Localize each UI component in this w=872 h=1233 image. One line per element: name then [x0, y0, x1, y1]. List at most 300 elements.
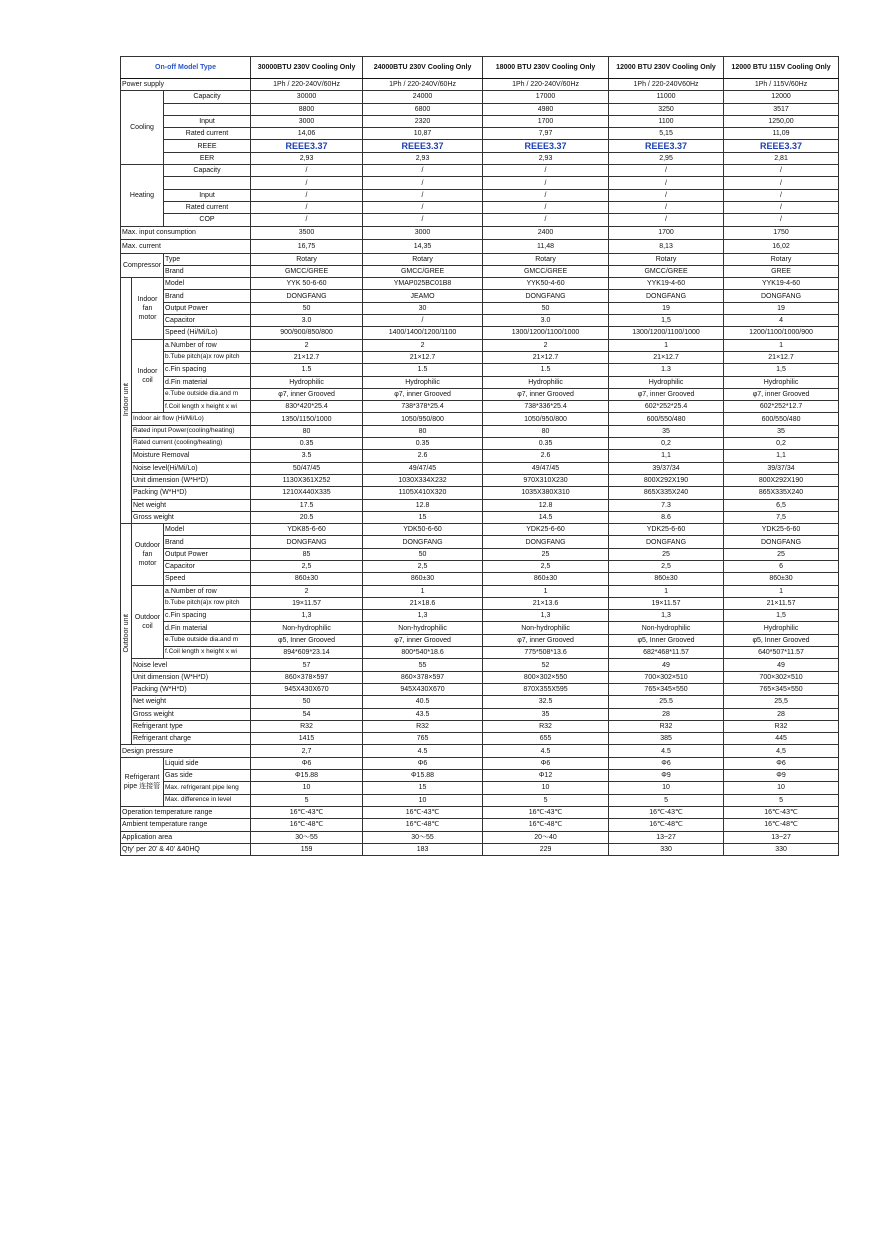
- cell-value: 775*508*13.6: [483, 647, 609, 659]
- cell-value: 19: [724, 302, 839, 314]
- cell-value: /: [251, 214, 363, 226]
- row-label: Gross weight: [132, 708, 251, 720]
- cell-value: 2,5: [609, 560, 724, 572]
- cell-value: 600/550/480: [724, 413, 839, 425]
- table-row: [121, 708, 839, 720]
- table-row: [121, 226, 839, 240]
- group-label-cooling: Cooling: [121, 91, 164, 165]
- table-row: [121, 647, 839, 659]
- cell-value: 1035X380X310: [483, 487, 609, 499]
- table-row: [121, 819, 839, 831]
- group-label-outdoor-coil: Outdoor coil: [132, 585, 164, 659]
- cell-value: Φ6: [724, 757, 839, 769]
- cell-value: 13~27: [609, 831, 724, 843]
- cell-value: 800X292X190: [609, 474, 724, 486]
- cell-value: 30000: [251, 91, 363, 103]
- cell-value: 13~27: [724, 831, 839, 843]
- table-row: [121, 401, 839, 413]
- cell-value: DONGFANG: [724, 290, 839, 302]
- cell-value: 1Ph / 220-240V/60Hz: [363, 79, 483, 91]
- cell-value: 445: [724, 733, 839, 745]
- cell-value: 1,3: [251, 610, 363, 622]
- cell-value: 2: [251, 339, 363, 351]
- cell-value: 602*252*25.4: [609, 401, 724, 413]
- cell-value: /: [609, 214, 724, 226]
- cell-value: 1: [609, 339, 724, 351]
- table-row: [121, 315, 839, 327]
- table-row: [121, 290, 839, 302]
- cell-value: 0,2: [724, 438, 839, 450]
- cell-value: Φ15.88: [251, 770, 363, 782]
- table-row: [121, 351, 839, 363]
- cell-value: 10: [483, 782, 609, 794]
- cell-value: 1130X361X252: [251, 474, 363, 486]
- row-label: Capacitor: [164, 560, 251, 572]
- cell-value: 1700: [609, 226, 724, 240]
- group-label-indoor-coil: Indoor coil: [132, 339, 164, 413]
- cell-value: R32: [609, 720, 724, 732]
- row-label: Max. refrigerant pipe leng: [164, 782, 251, 794]
- cell-value: 1Ph / 115V/60Hz: [724, 79, 839, 91]
- cell-value: 7,97: [483, 128, 609, 140]
- cell-value: 17000: [483, 91, 609, 103]
- cell-value: 2320: [363, 115, 483, 127]
- cell-value: φ7, inner Grooved: [724, 388, 839, 400]
- cell-value: 1050/950/800: [483, 413, 609, 425]
- cell-value: 1,1: [724, 450, 839, 462]
- table-row: [121, 560, 839, 572]
- table-row: [121, 585, 839, 597]
- cell-value: 30: [363, 302, 483, 314]
- cell-value: 1.5: [483, 364, 609, 376]
- cell-value: 900/900/850/800: [251, 327, 363, 339]
- group-label-text: Outdoor unit: [122, 614, 130, 653]
- table-row: [121, 152, 839, 164]
- row-label: Max. input consumption: [121, 226, 251, 240]
- table-row: [121, 659, 839, 671]
- cell-value: 945X430X670: [363, 683, 483, 695]
- cell-value: 1Ph / 220-240V/60Hz: [483, 79, 609, 91]
- table-row: [121, 413, 839, 425]
- cell-value: /: [363, 189, 483, 201]
- cell-value: 39/37/34: [724, 462, 839, 474]
- cell-value: DONGFANG: [609, 536, 724, 548]
- cell-value: REEE3.37: [724, 140, 839, 152]
- cell-value: 970X310X230: [483, 474, 609, 486]
- table-row: [121, 548, 839, 560]
- cell-value: YDK50-6-60: [363, 524, 483, 536]
- table-row: [121, 128, 839, 140]
- cell-value: 602*252*12.7: [724, 401, 839, 413]
- cell-value: 1,3: [483, 610, 609, 622]
- cell-value: 16℃-48℃: [251, 819, 363, 831]
- cell-value: 600/550/480: [609, 413, 724, 425]
- row-label: Brand: [164, 265, 251, 277]
- cell-value: 1.5: [363, 364, 483, 376]
- cell-value: JEAMO: [363, 290, 483, 302]
- row-label: Net weight: [132, 499, 251, 511]
- cell-value: DONGFANG: [363, 536, 483, 548]
- cell-value: Non-hydrophilic: [251, 622, 363, 634]
- cell-value: 30～55: [251, 831, 363, 843]
- cell-value: GMCC/GREE: [609, 265, 724, 277]
- cell-value: 25,5: [724, 696, 839, 708]
- cell-value: 830*420*25.4: [251, 401, 363, 413]
- table-row: [121, 573, 839, 585]
- cell-value: 765×345×550: [724, 683, 839, 695]
- row-label: Qty’ per 20’ & 40’ &40HQ: [121, 843, 251, 855]
- row-label: f.Coil length x height x wi: [164, 401, 251, 413]
- cell-value: 11000: [609, 91, 724, 103]
- cell-value: 860±30: [363, 573, 483, 585]
- row-label: f.Coil length x height x wi: [164, 647, 251, 659]
- cell-value: 0.35: [251, 438, 363, 450]
- table-row: [121, 438, 839, 450]
- cell-value: 35: [483, 708, 609, 720]
- cell-value: 21×12.7: [363, 351, 483, 363]
- cell-value: 1300/1200/1100/1000: [609, 327, 724, 339]
- table-row: [121, 253, 839, 265]
- cell-value: /: [363, 315, 483, 327]
- cell-value: 10,87: [363, 128, 483, 140]
- cell-value: 700×302×510: [724, 671, 839, 683]
- cell-value: /: [251, 165, 363, 177]
- cell-value: Hydrophilic: [609, 376, 724, 388]
- row-label: e.Tube outside dia.and m: [164, 634, 251, 646]
- cell-value: 2,93: [483, 152, 609, 164]
- cell-value: YYK50-4-60: [483, 278, 609, 290]
- cell-value: 50: [483, 302, 609, 314]
- cell-value: Non-hydrophilic: [363, 622, 483, 634]
- table-row: [121, 622, 839, 634]
- cell-value: 0,2: [609, 438, 724, 450]
- row-label: Capacity: [164, 91, 251, 103]
- table-row: [121, 720, 839, 732]
- row-label: Type: [164, 253, 251, 265]
- cell-value: 860±30: [251, 573, 363, 585]
- cell-value: /: [251, 177, 363, 189]
- cell-value: 19×11.57: [251, 597, 363, 609]
- cell-value: 50: [251, 302, 363, 314]
- row-label: Output Power: [164, 548, 251, 560]
- cell-value: Rotary: [609, 253, 724, 265]
- cell-value: 1Ph / 220-240V/60Hz: [251, 79, 363, 91]
- cell-value: φ5, Inner Grooved: [609, 634, 724, 646]
- cell-value: 57: [251, 659, 363, 671]
- table-row: [121, 165, 839, 177]
- table-row: [121, 91, 839, 103]
- table-row: [121, 671, 839, 683]
- cell-value: 1,1: [609, 450, 724, 462]
- cell-value: Non-hydrophilic: [609, 622, 724, 634]
- cell-value: 49: [609, 659, 724, 671]
- cell-value: 35: [724, 425, 839, 437]
- table-row: [121, 177, 839, 189]
- cell-value: /: [609, 189, 724, 201]
- row-label: d.Fin material: [164, 622, 251, 634]
- table-row: [121, 339, 839, 351]
- row-label: Application area: [121, 831, 251, 843]
- cell-value: /: [609, 177, 724, 189]
- cell-value: Rotary: [251, 253, 363, 265]
- cell-value: YDK25-6-60: [483, 524, 609, 536]
- table-row: [121, 511, 839, 523]
- table-row: [121, 450, 839, 462]
- cell-value: 6800: [363, 103, 483, 115]
- cell-value: YYK 50-6-60: [251, 278, 363, 290]
- table-row: [121, 757, 839, 769]
- group-label-outdoor-unit: [121, 524, 132, 745]
- cell-value: 11,48: [483, 240, 609, 254]
- cell-value: 4.5: [363, 745, 483, 757]
- row-label: Input: [164, 115, 251, 127]
- cell-value: 1,5: [609, 315, 724, 327]
- cell-value: /: [483, 189, 609, 201]
- cell-value: Non-hydrophilic: [483, 622, 609, 634]
- cell-value: 5: [724, 794, 839, 806]
- cell-value: 21×18.6: [363, 597, 483, 609]
- row-label: c.Fin spacing: [164, 364, 251, 376]
- row-label: b.Tube pitch(a)x row pitch: [164, 597, 251, 609]
- cell-value: /: [251, 201, 363, 213]
- cell-value: R32: [724, 720, 839, 732]
- cell-value: 1750: [724, 226, 839, 240]
- cell-value: Φ6: [251, 757, 363, 769]
- cell-value: Hydrophilic: [724, 376, 839, 388]
- cell-value: 1,3: [609, 610, 724, 622]
- cell-value: 1: [724, 339, 839, 351]
- table-row: [121, 696, 839, 708]
- cell-value: 2,93: [363, 152, 483, 164]
- cell-value: /: [483, 201, 609, 213]
- table-row: [121, 201, 839, 213]
- cell-value: 229: [483, 843, 609, 855]
- row-label: Gas side: [164, 770, 251, 782]
- group-label-heating: Heating: [121, 165, 164, 226]
- row-label: Output Power: [164, 302, 251, 314]
- cell-value: 85: [251, 548, 363, 560]
- cell-value: 2,93: [251, 152, 363, 164]
- cell-value: 2.6: [483, 450, 609, 462]
- cell-value: DONGFANG: [483, 290, 609, 302]
- model-header: 12000 BTU 115V Cooling Only: [724, 57, 839, 79]
- group-label-indoor-fan-motor: Indoor fan motor: [132, 278, 164, 339]
- cell-value: φ5, Inner Grooved: [251, 634, 363, 646]
- spec-table: [120, 56, 839, 856]
- cell-value: 1415: [251, 733, 363, 745]
- cell-value: GMCC/GREE: [363, 265, 483, 277]
- cell-value: 3000: [251, 115, 363, 127]
- cell-value: 25: [724, 548, 839, 560]
- cell-value: /: [363, 165, 483, 177]
- cell-value: /: [363, 201, 483, 213]
- table-row: [121, 474, 839, 486]
- cell-value: 1350/1150/1000: [251, 413, 363, 425]
- cell-value: 1: [609, 585, 724, 597]
- row-label: e.Tube outside dia.and m: [164, 388, 251, 400]
- cell-value: 10: [609, 782, 724, 794]
- table-row: [121, 265, 839, 277]
- table-row: [121, 683, 839, 695]
- cell-value: 1.3: [609, 364, 724, 376]
- cell-value: 16℃-43℃: [363, 806, 483, 818]
- cell-value: 10: [363, 794, 483, 806]
- cell-value: 1050/950/800: [363, 413, 483, 425]
- table-row: [121, 189, 839, 201]
- row-label: Model: [164, 524, 251, 536]
- group-label-compressor: Compressor: [121, 253, 164, 278]
- cell-value: Φ15.88: [363, 770, 483, 782]
- cell-value: 16℃-43℃: [609, 806, 724, 818]
- row-label: Capacitor: [164, 315, 251, 327]
- table-row: [121, 240, 839, 254]
- cell-value: 1400/1400/1200/1100: [363, 327, 483, 339]
- cell-value: 50: [251, 696, 363, 708]
- row-label: a.Number of row: [164, 339, 251, 351]
- row-label: Rated current (cooling/heating): [132, 438, 251, 450]
- cell-value: Hydrophilic: [483, 376, 609, 388]
- cell-value: 16℃-43℃: [483, 806, 609, 818]
- cell-value: 80: [483, 425, 609, 437]
- cell-value: 3.0: [251, 315, 363, 327]
- cell-value: R32: [483, 720, 609, 732]
- row-label: Ambient temperature range: [121, 819, 251, 831]
- table-row: [121, 843, 839, 855]
- table-row: [121, 597, 839, 609]
- cell-value: 738*336*25.4: [483, 401, 609, 413]
- model-header: 18000 BTU 230V Cooling Only: [483, 57, 609, 79]
- table-row: [121, 536, 839, 548]
- cell-value: 1,5: [724, 610, 839, 622]
- cell-value: φ5, Inner Grooved: [724, 634, 839, 646]
- cell-value: 49/47/45: [363, 462, 483, 474]
- cell-value: 25: [483, 548, 609, 560]
- cell-value: 4: [724, 315, 839, 327]
- cell-value: 1700: [483, 115, 609, 127]
- cell-value: 16℃-48℃: [609, 819, 724, 831]
- cell-value: 5: [483, 794, 609, 806]
- row-label: Input: [164, 189, 251, 201]
- cell-value: 1250,00: [724, 115, 839, 127]
- cell-value: /: [483, 214, 609, 226]
- cell-value: 19×11.57: [609, 597, 724, 609]
- table-row: [121, 499, 839, 511]
- cell-value: 10: [251, 782, 363, 794]
- table-row: [121, 278, 839, 290]
- cell-value: Φ6: [363, 757, 483, 769]
- cell-value: 3.0: [483, 315, 609, 327]
- row-label: Design pressure: [121, 745, 251, 757]
- cell-value: 1030X334X232: [363, 474, 483, 486]
- cell-value: 1,3: [363, 610, 483, 622]
- cell-value: φ7, inner Grooved: [251, 388, 363, 400]
- table-row: [121, 634, 839, 646]
- cell-value: φ7, inner Grooved: [483, 388, 609, 400]
- group-label-text: Indoor unit: [122, 383, 130, 417]
- cell-value: 159: [251, 843, 363, 855]
- cell-value: 0.35: [363, 438, 483, 450]
- cell-value: 3500: [251, 226, 363, 240]
- table-row: [121, 462, 839, 474]
- row-label: Gross weight: [132, 511, 251, 523]
- cell-value: 25: [609, 548, 724, 560]
- cell-value: 330: [724, 843, 839, 855]
- cell-value: /: [724, 177, 839, 189]
- row-label: b.Tube pitch(a)x row pitch: [164, 351, 251, 363]
- table-row: [121, 831, 839, 843]
- cell-value: 800×302×550: [483, 671, 609, 683]
- cell-value: 2,5: [251, 560, 363, 572]
- row-label: Rated current: [164, 128, 251, 140]
- cell-value: 12000: [724, 91, 839, 103]
- cell-value: 40.5: [363, 696, 483, 708]
- cell-value: /: [483, 165, 609, 177]
- row-label: [164, 177, 251, 189]
- cell-value: Hydrophilic: [251, 376, 363, 388]
- row-label: a.Number of row: [164, 585, 251, 597]
- cell-value: 3000: [363, 226, 483, 240]
- row-label: Capacity: [164, 165, 251, 177]
- cell-value: R32: [363, 720, 483, 732]
- cell-value: 11,09: [724, 128, 839, 140]
- cell-value: 738*378*25.4: [363, 401, 483, 413]
- cell-value: 800*540*18.6: [363, 647, 483, 659]
- row-label: Max. current: [121, 240, 251, 254]
- cell-value: 21×12.7: [724, 351, 839, 363]
- cell-value: 682*468*11.57: [609, 647, 724, 659]
- row-label: Indoor air flow (Hi/Mi/Lo): [132, 413, 251, 425]
- cell-value: 4.5: [609, 745, 724, 757]
- cell-value: 1300/1200/1100/1000: [483, 327, 609, 339]
- row-label: Operation temperature range: [121, 806, 251, 818]
- cell-value: /: [724, 189, 839, 201]
- row-label: Packing (W*H*D): [132, 683, 251, 695]
- cell-value: Φ9: [724, 770, 839, 782]
- cell-value: /: [724, 214, 839, 226]
- cell-value: 765×345×550: [609, 683, 724, 695]
- row-label: Max. difference in level: [164, 794, 251, 806]
- cell-value: /: [609, 165, 724, 177]
- cell-value: 945X430X670: [251, 683, 363, 695]
- row-label: Packing (W*H*D): [132, 487, 251, 499]
- cell-value: 1100: [609, 115, 724, 127]
- cell-value: φ7, inner Grooved: [363, 634, 483, 646]
- table-row: [121, 425, 839, 437]
- cell-value: 1: [363, 585, 483, 597]
- cell-value: DONGFANG: [724, 536, 839, 548]
- row-label: EER: [164, 152, 251, 164]
- table-row: [121, 782, 839, 794]
- table-row: [121, 302, 839, 314]
- cell-value: 54: [251, 708, 363, 720]
- cell-value: 43.5: [363, 708, 483, 720]
- row-label: Speed: [164, 573, 251, 585]
- cell-value: Hydrophilic: [724, 622, 839, 634]
- cell-value: 14.5: [483, 511, 609, 523]
- cell-value: 16℃-48℃: [363, 819, 483, 831]
- cell-value: 2,95: [609, 152, 724, 164]
- cell-value: 1Ph / 220-240V60Hz: [609, 79, 724, 91]
- table-row: [121, 733, 839, 745]
- cell-value: 6: [724, 560, 839, 572]
- cell-value: YMAP025BC01B8: [363, 278, 483, 290]
- cell-value: 16℃-48℃: [483, 819, 609, 831]
- cell-value: 1,5: [724, 364, 839, 376]
- cell-value: 1210X440X335: [251, 487, 363, 499]
- cell-value: 12.8: [363, 499, 483, 511]
- cell-value: 55: [363, 659, 483, 671]
- cell-value: 49: [724, 659, 839, 671]
